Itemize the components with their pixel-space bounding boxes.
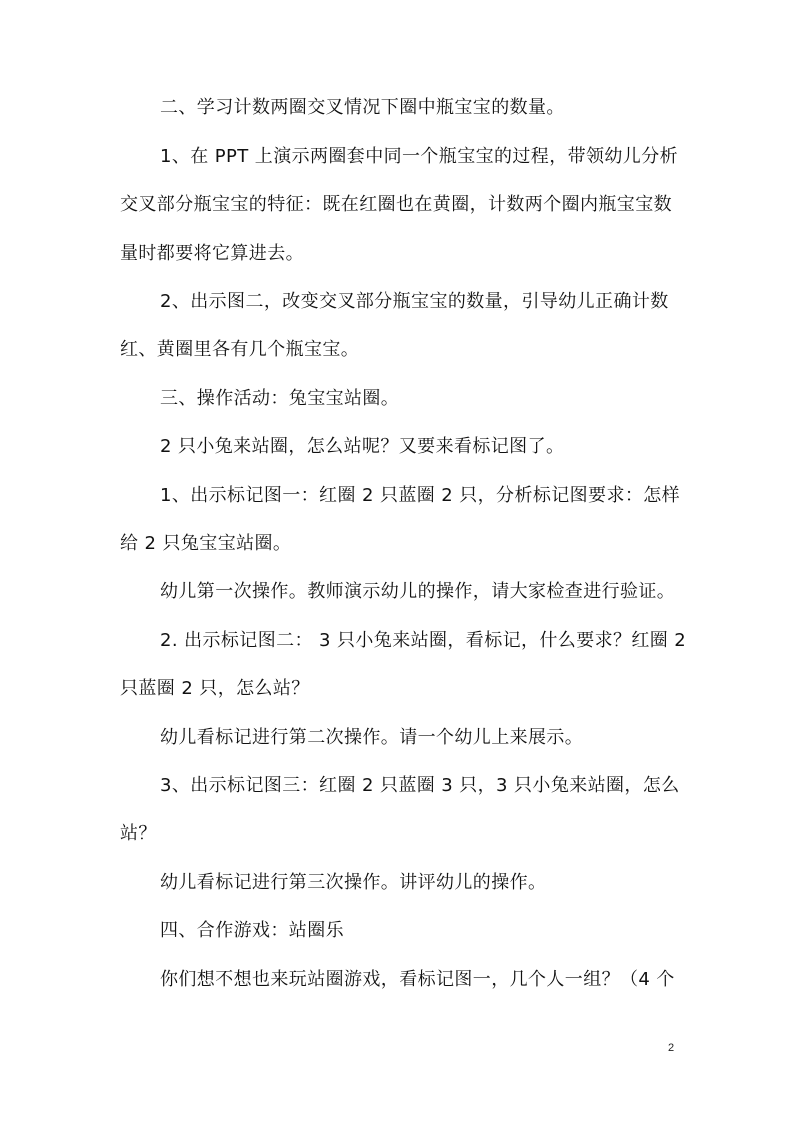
paragraph-line: 1、出示标记图一：红圈 2 只蓝圈 2 只，分析标记图要求：怎样 [160, 485, 681, 506]
paragraph-line: 站？ [120, 823, 157, 844]
paragraph-line: 幼儿看标记进行第三次操作。讲评幼儿的操作。 [160, 872, 547, 893]
paragraph-line: 3、出示标记图三：红圈 2 只蓝圈 3 只，3 只小兔来站圈，怎么 [160, 775, 680, 796]
paragraph-line: 2、出示图二，改变交叉部分瓶宝宝的数量，引导幼儿正确计数 [160, 291, 669, 312]
paragraph-line: 2 只小兔来站圈，怎么站呢？又要来看标记图了。 [160, 436, 565, 457]
section-heading-3: 三、操作活动：兔宝宝站圈。 [160, 388, 400, 409]
section-heading-2: 二、学习计数两圈交叉情况下圈中瓶宝宝的数量。 [160, 97, 565, 118]
paragraph-line: 红、黄圈里各有几个瓶宝宝。 [120, 339, 360, 360]
paragraph-line: 给 2 只兔宝宝站圈。 [120, 533, 292, 554]
paragraph-line: 交叉部分瓶宝宝的特征：既在红圈也在黄圈，计数两个圈内瓶宝宝数 [120, 194, 672, 215]
paragraph-line: 量时都要将它算进去。 [120, 243, 304, 264]
paragraph-line: 2. 出示标记图二： 3 只小兔来站圈，看标记，什么要求？红圈 2 [160, 630, 687, 651]
page-number: 2 [668, 1042, 675, 1054]
paragraph-line: 你们想不想也来玩站圈游戏，看标记图一，几个人一组？（4 个 [160, 969, 675, 990]
paragraph-line: 1、在 PPT 上演示两圈套中同一个瓶宝宝的过程，带领幼儿分析 [160, 146, 678, 167]
paragraph-line: 幼儿第一次操作。教师演示幼儿的操作，请大家检查进行验证。 [160, 581, 676, 602]
section-heading-4: 四、合作游戏：站圈乐 [160, 920, 344, 941]
paragraph-line: 幼儿看标记进行第二次操作。请一个幼儿上来展示。 [160, 727, 584, 748]
paragraph-line: 只蓝圈 2 只，怎么站？ [120, 678, 310, 699]
